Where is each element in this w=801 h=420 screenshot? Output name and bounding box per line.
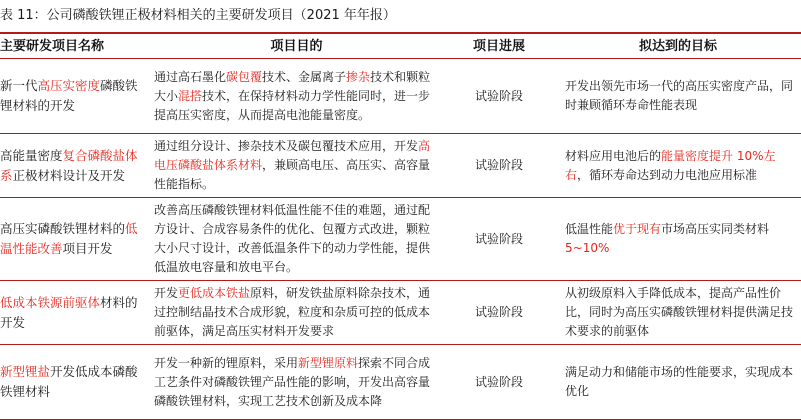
table-row [0,345,801,420]
project-goal-cell [555,281,801,345]
project-progress-cell: 试验阶段 [443,134,555,198]
cell-text: 技术和颗粒大小 [154,69,431,103]
project-purpose-cell [150,134,443,198]
cell-text: 市场高压实同类材料 [661,222,770,236]
project-goal-cell [555,345,801,420]
cell-text: 正极材料设计及开发 [12,167,126,183]
cell-text: 材料的开发 [0,294,138,330]
cell-text: 探索不同合成工艺条件对磷酸铁锂产品性能的影响，开发出高容量磷酸铁锂材料，实现工艺技术创新及成本降 [154,355,431,408]
cell-text: 开发 [154,286,179,300]
cell-text: 开发低成本磷酸铁锂材料 [0,364,138,399]
project-purpose-cell [150,59,443,134]
cell-text: 技术、金属离子 [262,69,347,84]
project-purpose-cell [150,281,443,345]
cell-text: 高压实磷酸铁锂材料的 [0,221,126,236]
cell-text: 通过组分设计、掺杂技术及碳包覆技术应用，开发 [154,139,419,153]
cell-text: 满足动力和储能市场的性能要求，实现成本优化 [565,365,794,398]
cell-text: 高能量密度 [0,147,63,163]
table-row [0,281,801,345]
highlighted-text: 更低成本铁盐 [178,286,251,300]
table-row [0,198,801,281]
cell-text: ，兼顾高电压、高压实、高容量性能指标。 [154,158,431,191]
highlighted-text: 掺杂 [346,69,371,84]
highlighted-text: 新型锂原料 [298,355,359,370]
highlighted-text: 复合磷酸盐体系 [0,147,138,183]
header-project-goal: 拟达到的目标 [555,33,801,59]
cell-text: 开发出领先市场一代的高压实密度产品，同时兼顾循环寿命性能表现 [565,79,794,112]
project-goal-cell [555,59,801,134]
highlighted-text: 5~10% [565,241,610,255]
cell-text: ，循环寿命达到动力电池应用标准 [577,167,758,182]
highlighted-text: 高压实密度 [37,78,101,93]
project-goal-cell [555,134,801,198]
highlighted-text: 碳包覆 [226,69,263,84]
cell-text: 低温性能 [565,222,614,236]
project-progress-cell: 试验阶段 [443,345,555,420]
highlighted-text: 低成本铁源前驱体 [0,294,101,310]
cell-text: 开发一种新的锂原料，采用 [154,355,299,370]
project-name-cell [0,198,150,281]
cell-text: 磷酸铁锂材料的开发 [0,78,138,113]
highlighted-text: 能量密度提升 10%左右 [565,148,776,182]
highlighted-text: 混搭 [178,88,203,103]
highlighted-text: 高电压磷酸盐体系材料 [154,139,431,172]
cell-text: 改善高压磷酸铁锂材料低温性能不佳的难题，通过配方设计、合成容易条件的优化、包覆方式改进，颗粒大小尺寸设计，改善低温条件下的动力学性能，提供低温放电容量和放电平台。 [154,203,431,274]
cell-text: 材料应用电池后的 [565,148,662,163]
table-header-row [0,33,801,59]
project-name-cell [0,281,150,345]
project-name-cell [0,345,150,420]
cell-text: 新一代 [0,78,38,93]
cell-text: 通过高石墨化 [154,69,227,84]
table-row [0,134,801,198]
highlighted-text: 低温性能改善 [0,221,138,256]
highlighted-text: 优于现有 [613,222,662,236]
cell-text: 从初级原料入手降低成本，提高产品性价比，同时为高压实磷酸铁锂材料提供满足技术要求的前驱体 [565,286,794,338]
project-progress-cell: 试验阶段 [443,59,555,134]
header-project-progress: 项目进展 [443,33,555,59]
cell-text: 技术，在保持材料动力学性能同时，进一步提高压实密度，从而提高电池能量密度。 [154,88,431,122]
rd-projects-table [0,32,801,420]
table-row [0,59,801,134]
table-caption: 表 11：公司磷酸铁锂正极材料相关的主要研发项目（2021 年年报） [0,8,396,23]
project-progress-cell: 试验阶段 [443,281,555,345]
header-project-purpose: 项目目的 [150,33,443,59]
project-progress-cell: 试验阶段 [443,198,555,281]
cell-text: 项目开发 [62,241,113,256]
project-goal-cell [555,198,801,281]
project-name-cell [0,134,150,198]
cell-text: 原料，研发铁盐原料除杂技术，通过控制结晶技术合成形貌，粒度和杂质可控的低成本前驱体，满足高压实材料开发要求 [154,286,431,338]
project-name-cell [0,59,150,134]
header-project-name: 主要研发项目名称 [0,33,150,59]
highlighted-text: 新型锂盐 [0,364,51,379]
project-purpose-cell [150,345,443,420]
project-purpose-cell [150,198,443,281]
